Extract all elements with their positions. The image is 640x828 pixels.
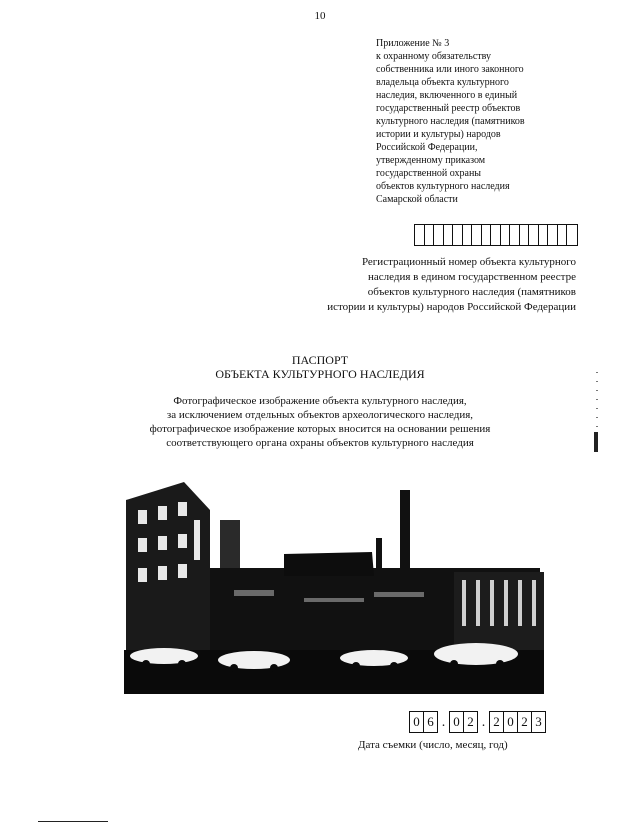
appendix-line: собственника или иного законного <box>376 64 524 75</box>
registration-caption <box>280 255 576 315</box>
registration-number-boxes[interactable] <box>414 224 578 246</box>
registration-number-cell[interactable] <box>425 225 435 245</box>
registration-caption-line: наследия в едином государственном реестре <box>368 271 576 283</box>
appendix-block <box>376 37 576 206</box>
appendix-line: Приложение № 3 <box>376 38 450 49</box>
photo-description-line: за исключением отдельных объектов археологического наследия, <box>166 409 474 421</box>
photo-description <box>0 394 640 450</box>
registration-caption-line: Регистрационный номер объекта культурного <box>361 256 576 268</box>
registration-number-cell[interactable] <box>529 225 539 245</box>
date-digit[interactable]: 6 <box>423 711 438 733</box>
registration-number-cell[interactable] <box>453 225 463 245</box>
margin-scan-mark <box>594 432 598 452</box>
registration-number-cell[interactable] <box>491 225 501 245</box>
photo-description-line: соответствующего органа охраны объектов культурного наследия <box>166 437 474 449</box>
date-digit[interactable]: 3 <box>531 711 546 733</box>
passport-title: ПАСПОРТ <box>291 353 349 367</box>
appendix-line: утвержденному приказом <box>376 155 486 166</box>
appendix-line: наследия, включенного в единый <box>376 90 518 101</box>
registration-caption-line: объектов культурного наследия (памятников <box>367 286 576 298</box>
registration-number-cell[interactable] <box>415 225 425 245</box>
photo-description-line: Фотографическое изображение объекта культурного наследия, <box>173 395 467 407</box>
registration-number-cell[interactable] <box>434 225 444 245</box>
date-digit[interactable]: 0 <box>449 711 464 733</box>
date-digit[interactable]: 2 <box>489 711 504 733</box>
appendix-line: Российской Федерации, <box>376 142 478 153</box>
page-number: 10 <box>314 10 326 22</box>
registration-number-cell[interactable] <box>539 225 549 245</box>
registration-number-cell[interactable] <box>501 225 511 245</box>
registration-number-cell[interactable] <box>510 225 520 245</box>
photo-date-boxes[interactable] <box>409 711 546 733</box>
appendix-line: государственной охраны <box>376 168 482 179</box>
date-separator: . <box>441 715 446 730</box>
appendix-line: истории и культуры) народов <box>376 129 501 140</box>
date-digit[interactable]: 0 <box>503 711 518 733</box>
appendix-line: культурного наследия (памятников <box>376 116 525 127</box>
appendix-line: Самарской области <box>376 194 458 205</box>
registration-number-cell[interactable] <box>548 225 558 245</box>
date-separator: . <box>481 715 486 730</box>
date-digit[interactable]: 2 <box>463 711 478 733</box>
registration-caption-line: истории и культуры) народов Российской Федерации <box>327 301 576 313</box>
appendix-line: владельца объекта культурного <box>376 77 509 88</box>
building-photo <box>124 480 544 694</box>
date-digit[interactable]: 2 <box>517 711 532 733</box>
registration-number-cell[interactable] <box>567 225 577 245</box>
date-month[interactable] <box>449 711 478 733</box>
appendix-line: объектов культурного наследия <box>376 181 510 192</box>
photo-description-line: фотографическое изображение которых вносится на основании решения <box>149 423 491 435</box>
appendix-line: к охранному обязательству <box>376 51 492 62</box>
photo-date-caption: Дата съемки (число, месяц, год) <box>358 739 508 751</box>
registration-number-cell[interactable] <box>520 225 530 245</box>
date-day[interactable] <box>409 711 438 733</box>
registration-number-cell[interactable] <box>482 225 492 245</box>
appendix-line: государственный реестр объектов <box>376 103 521 114</box>
footer-rule <box>38 821 108 822</box>
date-digit[interactable]: 0 <box>409 711 424 733</box>
margin-scan-marks <box>596 372 598 432</box>
registration-number-cell[interactable] <box>444 225 454 245</box>
passport-heading <box>0 353 640 381</box>
date-year[interactable] <box>489 711 546 733</box>
registration-number-cell[interactable] <box>558 225 568 245</box>
registration-number-cell[interactable] <box>463 225 473 245</box>
registration-number-cell[interactable] <box>472 225 482 245</box>
passport-subtitle: ОБЪЕКТА КУЛЬТУРНОГО НАСЛЕДИЯ <box>215 367 425 381</box>
